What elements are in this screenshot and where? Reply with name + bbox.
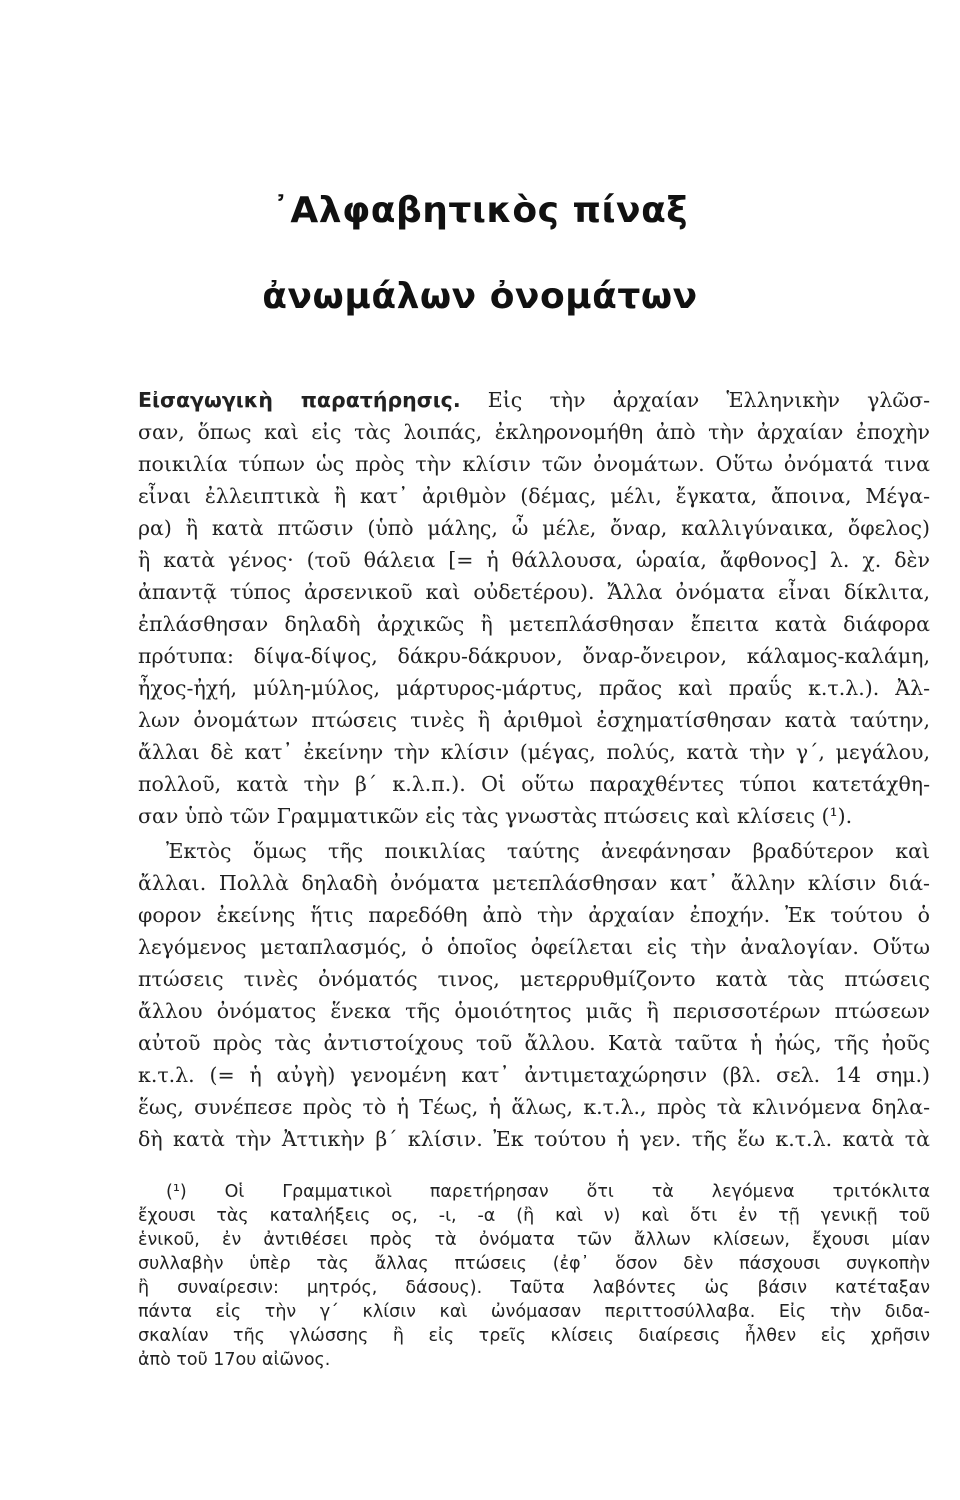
intro-label: Εἰσαγωγικὴ παρατήρησις. [138,388,461,412]
text-line: σαν ὑπὸ τῶν Γραμματικῶν εἰς τὰς γνωστὰς πτώσεις καὶ κλίσεις (¹). [138,804,853,828]
text-line: λων ὀνομάτων πτώσεις τινὲς ἢ ἀριθμοὶ ἐσχηματίσθησαν κατὰ ταύτην, [138,708,930,732]
footnote-line: ἢ συναίρεσιν: μητρός, δάσους). Ταῦτα λαβόντες ὡς βάσιν κατέταξαν [138,1278,930,1298]
text-line: σαν, ὅπως καὶ εἰς τὰς λοιπάς, ἐκληρονομήθη ἀπὸ τὴν ἀρχαίαν ἐποχὴν [138,420,930,444]
text-line: ποικιλία τύπων ὡς πρὸς τὴν κλίσιν τῶν ὀνομάτων. Οὕτω ὀνόματά τινα [138,452,930,476]
text-line: δὴ κατὰ τὴν Ἀττικὴν β΄ κλίσιν. Ἐκ τούτου ἡ γεν. τῆς ἕω κ.τ.λ. κατὰ τὰ [138,1127,930,1151]
title-line-2: ἀνωμάλων ὀνομάτων [262,276,698,317]
text-line [138,384,930,416]
text-line: λεγόμενος μεταπλασμός, ὁ ὁποῖος ὀφείλεται εἰς τὴν ἀναλογίαν. Οὕτω [138,935,930,959]
title-line-1: ᾿Αλφαβητικὸς πίναξ [271,190,689,231]
footnote-line: συλλαβὴν ὑπὲρ τὰς ἄλλας πτώσεις (ἐφ᾿ ὅσον δὲν πάσχουσι συγκοπὴν [138,1254,930,1274]
footnote-line: (¹) Οἱ Γραμματικοὶ παρετήρησαν ὅτι τὰ λεγόμενα τριτόκλιτα [166,1182,930,1202]
footnote-line: ἀπὸ τοῦ 17ου αἰῶνος. [138,1350,331,1370]
footnote-line: ἔχουσι τὰς καταλήξεις ος, -ι, -α (ἢ καὶ ν) καὶ ὅτι ἐν τῇ γενικῇ τοῦ [138,1206,930,1226]
footnote-line: ἑνικοῦ, ἐν ἀντιθέσει πρὸς τὰ ὀνόματα τῶν ἄλλων κλίσεων, ἔχουσι μίαν [138,1230,930,1250]
text-line: εἶναι ἐλλειπτικὰ ἢ κατ᾿ ἀριθμὸν (δέμας, μέλι, ἔγκατα, ἄποινα, Μέγα- [138,484,930,508]
text-line: ἕως, συνέπεσε πρὸς τὸ ἡ Τέως, ἡ ἅλως, κ.τ.λ., πρὸς τὰ κλινόμενα δηλα- [138,1095,930,1119]
footnote-line: σκαλίαν τῆς γλώσσης ἢ εἰς τρεῖς κλίσεις διαίρεσις ἦλθεν εἰς χρῆσιν [138,1326,930,1346]
text-line: ρα) ἢ κατὰ πτῶσιν (ὑπὸ μάλης, ὦ μέλε, ὄναρ, καλλιγύναικα, ὄφελος) [138,516,930,540]
text-line: πτώσεις τινὲς ὀνόματός τινος, μετερρυθμίζοντο κατὰ τὰς πτώσεις [138,967,930,991]
text-line: ἀπαντᾷ τύπος ἀρσενικοῦ καὶ οὐδετέρου). Ἄλλα ὀνόματα εἶναι δίκλιτα, [138,580,930,604]
text-line: πρότυπα: δίψα-δίψος, δάκρυ-δάκρυον, ὄναρ-ὄνειρον, κάλαμος-καλάμη, [138,644,930,668]
text-line: ἄλλαι δὲ κατ᾿ ἐκείνην τὴν κλίσιν (μέγας, πολύς, κατὰ τὴν γ΄, μεγάλου, [138,740,930,764]
text-line: Ἐκτὸς ὅμως τῆς ποικιλίας ταύτης ἀνεφάνησαν βραδύτερον καὶ [166,839,930,863]
text-line: φορον ἐκείνης ἥτις παρεδόθη ἀπὸ τὴν ἀρχαίαν ἐποχήν. Ἐκ τούτου ὁ [138,903,930,927]
text-line: πολλοῦ, κατὰ τὴν β΄ κ.λ.π.). Οἱ οὕτω παραχθέντες τύποι κατετάχθη- [138,772,930,796]
footnote-line: πάντα εἰς τὴν γ΄ κλίσιν καὶ ὠνόμασαν περιττοσύλλαβα. Εἰς τὴν διδα- [138,1302,930,1322]
text-line: ἐπλάσθησαν δηλαδὴ ἀρχικῶς ἢ μετεπλάσθησαν ἔπειτα κατὰ διάφορα [138,612,930,636]
text-line-content: Εἰς τὴν ἀρχαίαν Ἑλληνικὴν γλῶσ- [487,388,930,412]
text-line: ἄλλαι. Πολλὰ δηλαδὴ ὀνόματα μετεπλάσθησαν κατ᾿ ἄλλην κλίσιν διά- [138,871,930,895]
text-line: ἄλλου ὀνόματος ἕνεκα τῆς ὁμοιότητος μιᾶς ἢ περισσοτέρων πτώσεων [138,999,930,1023]
text-line: κ.τ.λ. (= ἡ αὐγὴ) γενομένη κατ᾿ ἀντιμεταχώρησιν (βλ. σελ. 14 σημ.) [138,1063,930,1087]
text-line: αὐτοῦ πρὸς τὰς ἀντιστοίχους τοῦ ἄλλου. Κατὰ ταῦτα ἡ ἠώς, τῆς ἠοῦς [138,1031,930,1055]
text-line: ἦχος-ἠχή, μύλη-μύλος, μάρτυρος-μάρτυς, πρᾶος καὶ πραΰς κ.τ.λ.). Ἀλ- [138,676,930,700]
text-line: ἢ κατὰ γένος· (τοῦ θάλεια [= ἡ θάλλουσα, ὡραία, ἄφθονος] λ. χ. δὲν [138,548,930,572]
